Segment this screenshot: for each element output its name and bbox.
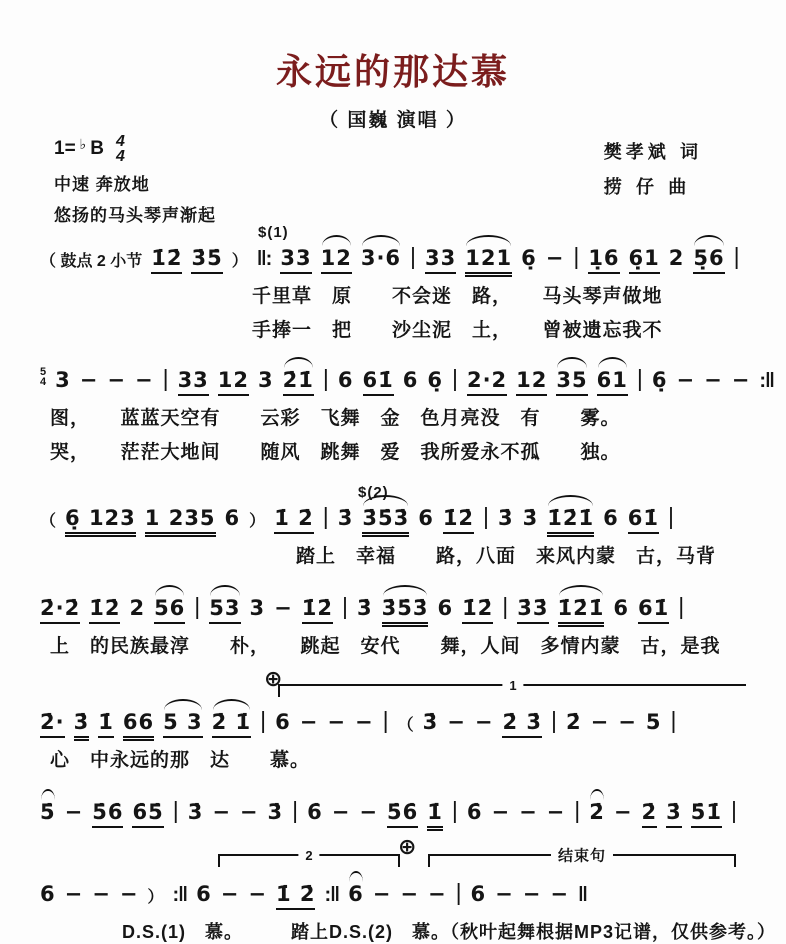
note-token: − bbox=[299, 710, 319, 734]
repeat-mark: ‖: bbox=[256, 248, 272, 270]
note-token: − bbox=[545, 246, 565, 270]
note-token: − bbox=[704, 368, 723, 392]
note-token: 1̇2̇ bbox=[302, 596, 333, 624]
note-token: − bbox=[427, 882, 447, 906]
note-token: 33 bbox=[425, 246, 456, 274]
note-token: 5̇6̇ bbox=[92, 800, 123, 828]
repeat-mark: :‖ bbox=[759, 370, 774, 392]
note-token: 12 bbox=[516, 368, 547, 396]
note-token: 6̇ bbox=[466, 800, 483, 824]
note-token: 3̇ bbox=[337, 506, 354, 530]
barline: | bbox=[162, 365, 169, 391]
note-token: 33 bbox=[178, 368, 209, 396]
note-token: 2̇· bbox=[40, 710, 65, 738]
lyricist-credit: 樊孝斌 词 bbox=[603, 142, 702, 163]
volta-2-bracket bbox=[218, 847, 400, 867]
notes-row bbox=[40, 504, 746, 534]
segno-mark: $(1) bbox=[258, 224, 289, 241]
tempo-marking: 中速 奔放地 bbox=[54, 175, 150, 195]
note-token: 6̣ 123 bbox=[65, 506, 136, 534]
note-token: 3̇ bbox=[422, 710, 439, 734]
note-token: − bbox=[550, 882, 569, 906]
note-token: − bbox=[474, 710, 494, 734]
note-token: 2̇ 1̇ bbox=[212, 710, 252, 738]
note-token: − bbox=[212, 800, 231, 824]
note-token: 66 bbox=[123, 710, 154, 738]
key-prefix: 1= bbox=[54, 138, 76, 160]
note-token: 3̇ bbox=[522, 506, 539, 530]
barline: | bbox=[678, 593, 685, 619]
barline: | bbox=[551, 707, 557, 733]
note-token: 5̇ bbox=[40, 800, 56, 824]
note-token: 1 235 bbox=[145, 506, 216, 534]
note-token: 61̇ bbox=[638, 596, 669, 624]
score-text: （ bbox=[397, 716, 414, 734]
note-token: 6 bbox=[196, 882, 212, 906]
meter-change: 5 4 bbox=[40, 366, 47, 388]
note-token: 1̇ 2̇ bbox=[276, 882, 316, 910]
note-token: − bbox=[613, 800, 633, 824]
volta-2-label: 2 bbox=[298, 848, 319, 863]
note-token: − bbox=[676, 368, 696, 392]
score-text: ） bbox=[249, 512, 266, 530]
key-tempo-block bbox=[54, 134, 216, 226]
note-token: 61 bbox=[597, 368, 628, 396]
repeat-mark: :‖ bbox=[172, 884, 188, 906]
lyric-row: 千里草 原 不会迷 路， 马头琴声做地 bbox=[252, 286, 663, 307]
note-token: 1̣6 bbox=[588, 246, 619, 274]
volta-1-label: 1 bbox=[502, 678, 523, 693]
note-token: 3 bbox=[55, 368, 71, 392]
note-token: 3 bbox=[258, 368, 274, 392]
note-token: − bbox=[220, 882, 240, 906]
note-token: − bbox=[522, 882, 542, 906]
score-text: ） bbox=[147, 888, 164, 906]
note-token: − bbox=[546, 800, 566, 824]
note-token: 6̣ bbox=[427, 368, 443, 392]
coda-icon: ⊕ bbox=[398, 834, 417, 859]
note-token: 2̇ bbox=[565, 710, 582, 734]
note-token: 61̇ bbox=[628, 506, 659, 534]
barline: | bbox=[292, 797, 299, 823]
barline: | bbox=[451, 797, 458, 823]
score-line-1 bbox=[40, 224, 746, 342]
note-token: 1̇2̇1̇ bbox=[547, 506, 594, 534]
barline: | bbox=[260, 707, 267, 733]
note-token: 12 bbox=[218, 368, 249, 396]
note-token: 6̇ bbox=[307, 800, 323, 824]
lyric-row: 心 中永远的那 达 慕。 bbox=[50, 750, 311, 771]
barline: | bbox=[341, 593, 348, 619]
barline: | bbox=[667, 503, 674, 529]
barline: | bbox=[502, 593, 509, 619]
note-token: 6 bbox=[603, 506, 619, 530]
note-token: 6 bbox=[613, 596, 629, 620]
barline: | bbox=[172, 797, 179, 823]
note-token: 3̇ bbox=[267, 800, 284, 824]
score-line-2 bbox=[40, 365, 774, 464]
note-token: 1̇̇ bbox=[427, 800, 443, 828]
note-token: 3̇ bbox=[74, 710, 90, 738]
note-token: 1̇2̇1̇ bbox=[558, 596, 605, 624]
barline: | bbox=[574, 797, 581, 823]
repeat-mark: :‖ bbox=[324, 884, 340, 906]
note-token: − bbox=[248, 882, 267, 906]
notes-row bbox=[40, 594, 746, 624]
meter-numerator: 4 bbox=[116, 133, 125, 150]
score-line-3 bbox=[40, 484, 746, 568]
ending-label: 结束句 bbox=[551, 844, 613, 865]
lyric-row: 上 的民族最淳 朴， 跳起 安代 舞，人间 多情内蒙 古，是我 bbox=[50, 636, 721, 657]
song-title: 永远的那达慕 bbox=[275, 51, 510, 92]
score-line-6 bbox=[40, 798, 746, 828]
barline: | bbox=[636, 365, 643, 391]
note-token: 6 bbox=[348, 882, 364, 906]
note-token: 5̇6̇ bbox=[387, 800, 418, 828]
note-token: − bbox=[491, 800, 511, 824]
note-token: 3 bbox=[249, 596, 266, 620]
note-token: 6 bbox=[40, 882, 56, 906]
note-token: 2 bbox=[668, 246, 685, 270]
barline: | bbox=[194, 593, 201, 619]
note-token: 3̇5̇3̇ bbox=[362, 506, 409, 534]
note-token: − bbox=[731, 368, 751, 392]
note-token: − bbox=[400, 882, 419, 906]
note-token: 6̇5̇ bbox=[132, 800, 163, 828]
repeat-mark: ‖ bbox=[578, 884, 587, 906]
note-token: 6 bbox=[437, 596, 454, 620]
lyric-row: 图， 蓝蓝天空有 云彩 飞舞 金 色月亮没 有 雾。 bbox=[50, 408, 621, 429]
note-token: 5̣6 bbox=[693, 246, 724, 274]
note-token: 1̇2̇ bbox=[443, 506, 474, 534]
coda-volta2-ending-row bbox=[40, 834, 746, 872]
key-letter: B bbox=[90, 138, 105, 160]
score-meta bbox=[40, 133, 746, 226]
notes-row bbox=[40, 244, 746, 274]
note-token: 3̇ bbox=[498, 506, 514, 530]
note-token: 2̇ 3̇ bbox=[502, 710, 542, 738]
score-line-4 bbox=[40, 594, 746, 658]
lyric-row: 哭， 茫茫大地间 随风 跳舞 爱 我所爱永不孤 独。 bbox=[50, 442, 621, 463]
notes-row bbox=[40, 365, 774, 396]
segno-mark: $(2) bbox=[358, 484, 389, 501]
barline: | bbox=[322, 365, 329, 391]
volta-1-bracket bbox=[278, 677, 746, 697]
score-line-7 bbox=[40, 879, 777, 944]
score-text: （ bbox=[40, 512, 57, 530]
note-token: 6 bbox=[470, 882, 487, 906]
note-token: 2 bbox=[129, 596, 146, 620]
note-token: − bbox=[372, 882, 392, 906]
note-token: 3̇5̇3̇ bbox=[382, 596, 429, 624]
ending-bracket bbox=[428, 847, 736, 867]
intro-cue: 悠扬的马头琴声渐起 bbox=[54, 206, 216, 226]
lyric-row: 踏上 幸福 路，八面 来风内蒙 古，马背 bbox=[296, 546, 717, 567]
note-token: − bbox=[495, 882, 514, 906]
note-token: 2̇ bbox=[589, 800, 605, 824]
note-token: − bbox=[64, 882, 84, 906]
note-token: − bbox=[331, 800, 351, 824]
note-token: 1̇ 2̇ bbox=[274, 506, 314, 534]
note-token: − bbox=[64, 800, 84, 824]
note-token: 6̣ bbox=[521, 246, 537, 270]
barline: | bbox=[733, 243, 740, 269]
note-token: 3̇ bbox=[356, 596, 373, 620]
note-token: 33 bbox=[280, 246, 311, 274]
note-token: 3̇ bbox=[187, 800, 204, 824]
note-token: 121 bbox=[465, 246, 512, 274]
note-token: − bbox=[107, 368, 126, 392]
note-token: − bbox=[79, 368, 99, 392]
note-token: 2̇·2̇ bbox=[40, 596, 80, 624]
note-token: 35 bbox=[556, 368, 587, 396]
barline: | bbox=[455, 879, 462, 905]
note-token: − bbox=[327, 710, 346, 734]
note-token: 12 bbox=[321, 246, 352, 274]
note-token: 1̇2̇ bbox=[462, 596, 493, 624]
note-token: − bbox=[239, 800, 259, 824]
note-token: 1̇2̇ bbox=[89, 596, 120, 624]
time-signature bbox=[116, 134, 125, 164]
barline: | bbox=[451, 365, 458, 391]
meter-denominator: 4 bbox=[116, 148, 125, 166]
notes-row bbox=[40, 708, 746, 738]
note-token: − bbox=[355, 710, 374, 734]
note-token: 2̇ bbox=[642, 800, 658, 828]
credits-block bbox=[604, 138, 702, 208]
barline: | bbox=[483, 503, 490, 529]
note-token: 5 3 bbox=[163, 710, 203, 738]
note-token: − bbox=[134, 368, 154, 392]
note-token: − bbox=[618, 710, 637, 734]
barline: | bbox=[410, 243, 417, 269]
note-token: − bbox=[590, 710, 610, 734]
note-token: − bbox=[519, 800, 538, 824]
note-token: − bbox=[447, 710, 466, 734]
note-token: 56 bbox=[154, 596, 185, 624]
note-token: 2̇1̇ bbox=[283, 368, 314, 396]
note-token: 3̇5̇ bbox=[191, 246, 222, 274]
note-token: 5̇1̇ bbox=[691, 800, 722, 828]
note-token: 2·2 bbox=[467, 368, 507, 396]
note-token: 5 bbox=[645, 710, 662, 734]
note-token: 3̇3̇ bbox=[517, 596, 548, 624]
flat-icon: ♭ bbox=[79, 135, 87, 152]
note-token: 53 bbox=[209, 596, 240, 624]
note-token: − bbox=[92, 882, 111, 906]
note-token: − bbox=[274, 596, 293, 620]
barline: | bbox=[670, 707, 677, 733]
note-token: 1̇ bbox=[98, 710, 114, 738]
note-token: 6̣1 bbox=[629, 246, 660, 274]
barline: | bbox=[730, 797, 737, 823]
key-signature bbox=[54, 134, 216, 164]
note-token: 1̇2̇ bbox=[151, 246, 182, 274]
lyric-row: D.S.(1) 慕。 踏上D.S.(2) 慕。（秋叶起舞根据MP3记谱，仅供参考。） bbox=[122, 922, 777, 942]
barline: | bbox=[382, 707, 389, 733]
barline: | bbox=[573, 243, 580, 269]
note-token: − bbox=[119, 882, 139, 906]
note-token: 6 bbox=[402, 368, 419, 392]
note-token: 6 bbox=[418, 506, 434, 530]
score-line-5 bbox=[40, 708, 746, 772]
notes-row bbox=[40, 880, 746, 910]
coda-icon: ⊕ bbox=[264, 666, 283, 691]
coda-volta1-row bbox=[40, 666, 746, 702]
note-token: 61̇ bbox=[363, 368, 394, 396]
score-text: （ 鼓点 2 小节 bbox=[40, 252, 143, 270]
notes-row bbox=[40, 798, 746, 828]
note-token: 6 bbox=[337, 368, 354, 392]
note-token: − bbox=[359, 800, 378, 824]
note-token: 6̣ bbox=[651, 368, 668, 392]
note-token: 3·6 bbox=[360, 246, 402, 270]
note-token: 6 bbox=[224, 506, 241, 530]
score-text: ） bbox=[231, 252, 248, 270]
score-body bbox=[40, 224, 777, 944]
note-token: 6 bbox=[275, 710, 291, 734]
note-token: 3̇ bbox=[666, 800, 682, 828]
barline: | bbox=[322, 503, 329, 529]
performer-credit: （ 国巍 演唱 ） bbox=[319, 110, 467, 131]
lyric-row: 手捧一 把 沙尘泥 土， 曾被遗忘我不 bbox=[252, 320, 663, 341]
composer-credit: 捞 仔 曲 bbox=[603, 177, 691, 198]
